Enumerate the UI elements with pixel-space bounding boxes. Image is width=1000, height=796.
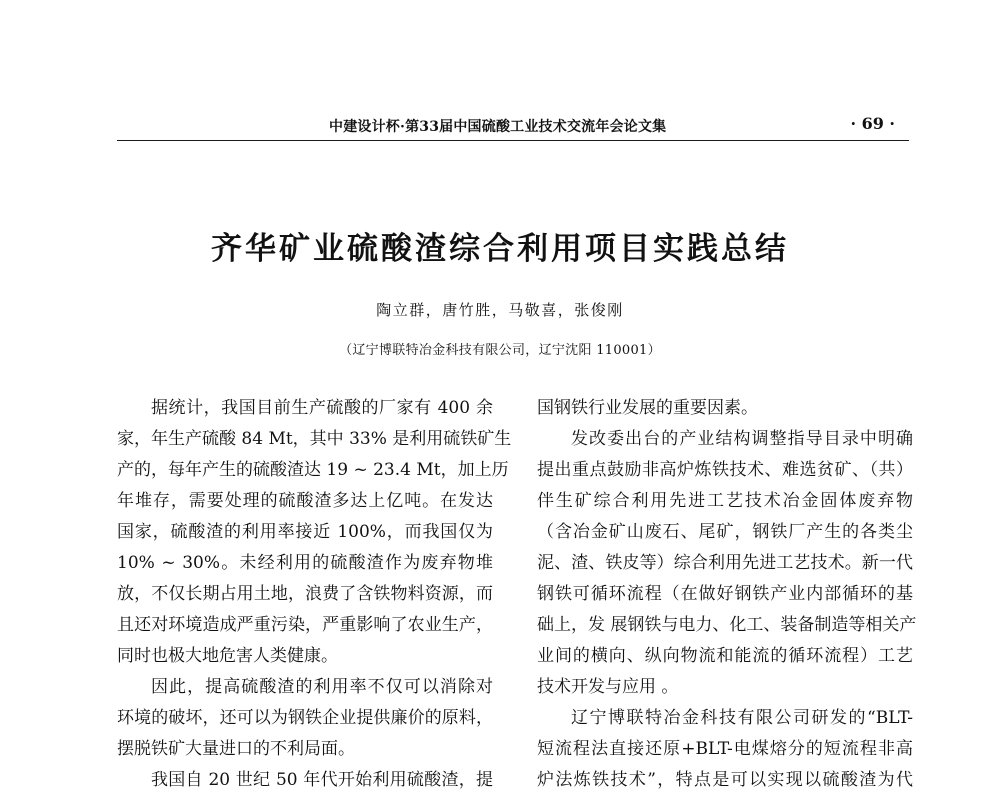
running-header <box>117 108 909 141</box>
body-column-left <box>117 393 512 796</box>
body-line: 技术开发与应用 。 <box>537 677 679 697</box>
body-line: 且还对环境造成严重污染，严重影响了农业生产， <box>117 615 493 635</box>
body-line: 年堆存，需要处理的硫酸渣多达上亿吨。在发达 <box>117 491 493 511</box>
body-line: 因此，提高硫酸渣的利用率不仅可以消除对 <box>151 677 493 697</box>
journal-title: 中建设计杯·第33届中国硫酸工业技术交流年会论文集 <box>329 119 667 135</box>
body-line: 国家，硫酸渣的利用率接近 100%，而我国仅为 <box>117 522 493 542</box>
body-line: 同时也极大地危害人类健康。 <box>117 646 338 666</box>
author-affiliation: （辽宁博联特冶金科技有限公司，辽宁沈阳 110001） <box>339 343 661 358</box>
body-line: 发改委出台的产业结构调整指导目录中明确 <box>571 429 913 449</box>
body-line: 摆脱铁矿大量进口的不利局面。 <box>117 739 355 759</box>
page-number: · 69 · <box>850 114 895 133</box>
body-line: 10% ~ 30%。未经利用的硫酸渣作为废弃物堆 <box>117 553 493 573</box>
author-list: 陶立群，唐竹胜，马敬喜，张俊刚 <box>376 301 624 319</box>
article-title: 齐华矿业硫酸渣综合利用项目实践总结 <box>211 231 789 267</box>
body-line: 我国自 20 世纪 50 年代开始利用硫酸渣，提 <box>151 770 493 790</box>
body-line: 短流程法直接还原+BLT-电煤熔分的短流程非高 <box>537 739 913 759</box>
body-line: 家，年生产硫酸 84 Mt，其中 33% 是利用硫铁矿生 <box>117 429 512 449</box>
body-line: 泥、渣、铁皮等）综合利用先进工艺技术。新一代 <box>537 553 913 573</box>
body-line: （含冶金矿山废石、尾矿，钢铁厂产生的各类尘 <box>537 522 913 542</box>
body-column-right <box>537 393 917 796</box>
body-line: 据统计，我国目前生产硫酸的厂家有 400 余 <box>151 398 493 418</box>
body-line: 国钢铁行业发展的重要因素。 <box>537 398 758 418</box>
body-line: 业间的横向、纵向物流和能流的循环流程）工艺 <box>537 646 913 666</box>
body-line: 伴生矿综合利用先进工艺技术冶金固体废弃物 <box>537 491 913 511</box>
body-line: 础上，发 展钢铁与电力、化工、装备制造等相关产 <box>537 615 917 635</box>
body-line: 放，不仅长期占用土地，浪费了含铁物料资源，而 <box>117 584 493 604</box>
body-line: 辽宁博联特冶金科技有限公司研发的“BLT- <box>571 708 913 728</box>
body-line: 钢铁可循环流程（在做好钢铁产业内部循环的基 <box>537 584 913 604</box>
body-line: 环境的破坏，还可以为钢铁企业提供廉价的原料， <box>117 708 493 728</box>
body-line: 炉法炼铁技术”，特点是可以实现以硫酸渣为代 <box>537 770 913 790</box>
body-line: 提出重点鼓励非高炉炼铁技术、难选贫矿、（共） <box>537 460 913 480</box>
body-line: 产的，每年产生的硫酸渣达 19 ~ 23.4 Mt，加上历 <box>117 460 509 480</box>
